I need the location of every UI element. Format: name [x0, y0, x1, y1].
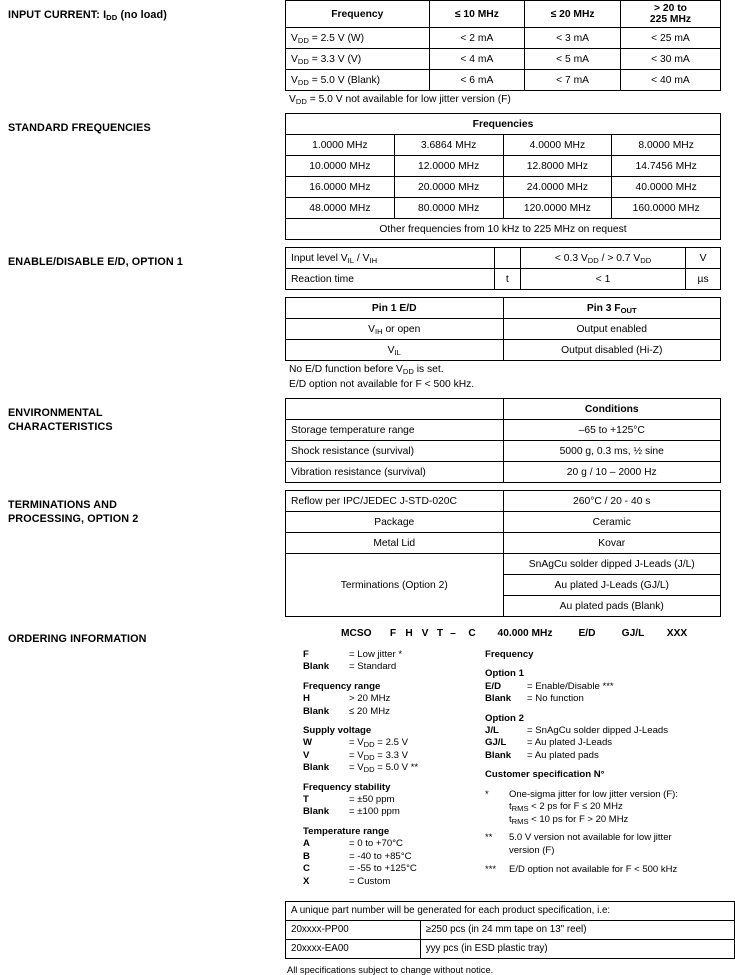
col-10mhz: ≤ 10 MHz — [429, 1, 525, 28]
table-row — [286, 920, 735, 939]
enable-disable-content — [285, 247, 735, 391]
table-row — [286, 939, 735, 958]
cell-freq: 12.8000 MHz — [503, 156, 612, 177]
code-gjl: GJ/L — [621, 628, 645, 639]
legend-item: Blank = Standard — [303, 661, 397, 673]
legend-group-option2 — [485, 713, 735, 763]
table-row — [286, 533, 721, 554]
code-frequency: 40.000 MHz — [497, 628, 553, 639]
cell-freq: 4.0000 MHz — [503, 135, 612, 156]
cell-value: < 3 mA — [525, 28, 621, 49]
cell-freq: 3.6864 MHz — [394, 135, 503, 156]
table-row — [286, 177, 721, 198]
enable-disable-pins-table — [285, 297, 721, 361]
legend-group-temperature-range — [303, 826, 485, 888]
cell-value: < 6 mA — [429, 70, 525, 91]
table-row — [286, 135, 721, 156]
ordering-code — [285, 628, 735, 639]
cell-part-number: 20xxxx-PP00 — [286, 920, 421, 939]
legend-title: Frequency — [485, 649, 534, 660]
cell-termination-value: SnAgCu solder dipped J-Leads (J/L) — [503, 554, 721, 575]
ordering-legend-right — [485, 649, 735, 895]
code-dash: – — [450, 628, 456, 639]
table-row — [286, 491, 721, 512]
cell-freq: 14.7456 MHz — [612, 156, 721, 177]
environmental-table — [285, 398, 721, 483]
cell-freq: 120.0000 MHz — [503, 198, 612, 219]
section-enable-disable — [0, 247, 735, 391]
table-row — [286, 441, 721, 462]
col-blank — [286, 399, 504, 420]
code-xxx: XXX — [666, 628, 688, 639]
footnote-2: ** 5.0 V version not available for low jitter version (F) — [485, 832, 672, 857]
table-row — [286, 49, 721, 70]
table-header-row — [286, 399, 721, 420]
table-row — [286, 554, 721, 575]
cell-value: Ceramic — [503, 512, 721, 533]
col-225mhz: > 20 to 225 MHz — [620, 1, 720, 28]
legend-title: Option 1 — [485, 668, 524, 680]
cell-value: Kovar — [503, 533, 721, 554]
table-header-row — [286, 901, 735, 920]
cell-packaging: ≥250 pcs (in 24 mm tape on 13" reel) — [420, 920, 734, 939]
disclaimer-text: All specifications subject to change without notice. — [287, 964, 494, 975]
legend-item: Blank = No function — [485, 693, 584, 705]
legend-item: Blank = Au plated pads — [485, 749, 599, 761]
legend-group-frequency — [485, 649, 735, 661]
code-c: C — [468, 628, 476, 639]
table-row — [286, 219, 721, 240]
code-h: H — [405, 628, 413, 639]
part-number-table — [285, 901, 735, 959]
enable-disable-levels-table — [285, 247, 721, 290]
environmental-content — [285, 398, 735, 483]
legend-title: Supply voltage — [303, 725, 372, 737]
section-terminations — [0, 490, 735, 617]
legend-group-option1 — [485, 668, 735, 705]
col-frequency: Frequency — [286, 1, 430, 28]
legend-item: J/L = SnAgCu solder dipped J-Leads — [485, 725, 669, 737]
cell-value: < 0.3 $V_{DD}$ / > 0.7 $V_{DD}$ — [520, 248, 685, 269]
legend-title: Frequency stability — [303, 781, 391, 793]
cell-reaction-time: Reaction time — [286, 269, 495, 290]
cell-value: 5000 g, 0.3 ms, ½ sine — [503, 441, 721, 462]
input-current-label-sub: DD — [106, 13, 118, 22]
input-current-label-text2: (no load) — [117, 9, 167, 21]
legend-item: H > 20 MHz — [303, 693, 391, 705]
environmental-label-line1: ENVIRONMENTAL — [8, 407, 103, 419]
cell-output-enabled: Output enabled — [503, 319, 721, 340]
col-20mhz: ≤ 20 MHz — [525, 1, 621, 28]
cell-freq: 24.0000 MHz — [503, 177, 612, 198]
standard-frequencies-table — [285, 113, 721, 240]
cell-vih-open: $V_{IH}$ or open — [286, 319, 504, 340]
input-current-content — [285, 0, 735, 106]
ordering-footnotes — [485, 789, 735, 877]
cell-unit: V — [686, 248, 721, 269]
legend-title: Temperature range — [303, 825, 390, 837]
legend-item: Blank ≤ 20 MHz — [303, 705, 390, 717]
ordering-content — [285, 628, 735, 975]
cell-vdd-50: $V_{DD} = 5.0$ V (Blank) — [286, 70, 430, 91]
legend-group-frequency-range — [303, 681, 485, 718]
environmental-label — [0, 398, 285, 483]
terminations-content — [285, 490, 735, 617]
code-t: T — [436, 628, 444, 639]
cell-value: < 1 — [520, 269, 685, 290]
environmental-label-line2: CHARACTERISTICS — [8, 421, 113, 433]
cell-unit: µs — [686, 269, 721, 290]
legend-group-supply-voltage — [303, 725, 485, 775]
code-ed: E/D — [578, 628, 596, 639]
cell-freq: 160.0000 MHz — [612, 198, 721, 219]
legend-item: A = 0 to +70°C — [303, 838, 403, 850]
ordering-legend — [285, 649, 735, 895]
table-row — [286, 512, 721, 533]
table-row — [286, 269, 721, 290]
cell-value: –65 to +125°C — [503, 420, 721, 441]
code-mcso: MCSO — [341, 628, 372, 639]
legend-item: B = -40 to +85°C — [303, 850, 412, 862]
table-row — [286, 420, 721, 441]
enable-disable-note-2: E/D option not available for F < 500 kHz. — [289, 379, 475, 390]
legend-group-jitter — [303, 649, 485, 674]
enable-disable-label: ENABLE/DISABLE E/D, OPTION 1 — [8, 256, 183, 268]
table-row — [286, 156, 721, 177]
table-row — [286, 319, 721, 340]
legend-item: Blank = ±100 ppm — [303, 806, 400, 818]
cell-freq: 12.0000 MHz — [394, 156, 503, 177]
input-current-label — [0, 0, 285, 106]
terminations-label-line1: TERMINATIONS AND — [8, 499, 117, 511]
cell-freq: 16.0000 MHz — [286, 177, 395, 198]
cell-symbol — [494, 248, 520, 269]
legend-title: Customer specification N° — [485, 769, 605, 781]
ordering-legend-left — [285, 649, 485, 895]
code-v: V — [421, 628, 429, 639]
legend-group-frequency-stability — [303, 782, 485, 819]
cell-package: Package — [286, 512, 504, 533]
cell-value: < 4 mA — [429, 49, 525, 70]
cell-freq: 10.0000 MHz — [286, 156, 395, 177]
cell-value: < 5 mA — [525, 49, 621, 70]
cell-freq: 48.0000 MHz — [286, 198, 395, 219]
legend-title: Option 2 — [485, 712, 524, 724]
cell-reflow: Reflow per IPC/JEDEC J-STD-020C — [286, 491, 504, 512]
cell-value: < 2 mA — [429, 28, 525, 49]
section-environmental — [0, 398, 735, 483]
section-input-current — [0, 0, 735, 106]
table-row — [286, 70, 721, 91]
table-row — [286, 340, 721, 361]
cell-freq: 20.0000 MHz — [394, 177, 503, 198]
cell-param: Vibration resistance (survival) — [286, 462, 504, 483]
table-header-row — [286, 1, 721, 28]
cell-other-frequencies: Other frequencies from 10 kHz to 225 MHz on request — [286, 219, 721, 240]
ordering-label: ORDERING INFORMATION — [8, 633, 147, 645]
cell-freq: 1.0000 MHz — [286, 135, 395, 156]
col-pin1-ed: Pin 1 E/D — [286, 298, 504, 319]
cell-value: < 7 mA — [525, 70, 621, 91]
terminations-label — [0, 490, 285, 617]
col-pin3-fout: Pin 3 $F_{OUT}$ — [503, 298, 721, 319]
legend-item: F = Low jitter * — [303, 649, 403, 660]
enable-disable-note-1: No E/D function before $V_{DD}$ is set. — [289, 364, 444, 376]
cell-vdd-25: $V_{DD} = 2.5$ V (W) — [286, 28, 430, 49]
cell-freq: 80.0000 MHz — [394, 198, 503, 219]
cell-value: < 30 mA — [620, 49, 720, 70]
code-f: F — [389, 628, 397, 639]
cell-value: < 25 mA — [620, 28, 720, 49]
section-standard-frequencies — [0, 113, 735, 240]
legend-item: Blank = $V_{DD} = 5.0$ V ** — [303, 762, 419, 775]
legend-item: $V = V_{DD} = 3.3$ V — [303, 749, 408, 762]
legend-group-customer-spec — [485, 769, 735, 781]
input-current-table — [285, 0, 721, 91]
legend-item: X = Custom — [303, 875, 391, 887]
cell-vdd-33: $V_{DD} = 3.3$ V (V) — [286, 49, 430, 70]
cell-output-disabled: Output disabled (Hi-Z) — [503, 340, 721, 361]
cell-param: Shock resistance (survival) — [286, 441, 504, 462]
cell-metal-lid: Metal Lid — [286, 533, 504, 554]
legend-item: GJ/L = Au plated J-Leads — [485, 737, 613, 749]
legend-title: Frequency range — [303, 680, 381, 692]
legend-item: T = ±50 ppm — [303, 794, 395, 806]
cell-packaging: yyy pcs (in ESD plastic tray) — [420, 939, 734, 958]
cell-input-level: Input level $V_{IL} / V_{IH}$ — [286, 248, 495, 269]
cell-terminations-option2: Terminations (Option 2) — [286, 554, 504, 617]
terminations-table — [285, 490, 721, 617]
footnote-1: * One-sigma jitter for low jitter version (F): $t_{RMS} < 2$ ps for F ≤ 20 MHz $t_{RMS} < 10$ ps for F > 20 MHz — [485, 788, 678, 826]
legend-item: E/D = Enable/Disable *** — [485, 680, 614, 692]
cell-part-number: 20xxxx-EA00 — [286, 939, 421, 958]
table-row — [286, 198, 721, 219]
table-row — [286, 28, 721, 49]
standard-frequencies-label: STANDARD FREQUENCIES — [8, 122, 151, 134]
input-current-label-text: INPUT CURRENT: I — [8, 9, 107, 21]
table-row — [286, 248, 721, 269]
col-conditions: Conditions — [503, 399, 721, 420]
cell-symbol: t — [494, 269, 520, 290]
section-ordering-information — [0, 624, 735, 975]
table-header-row — [286, 114, 721, 135]
cell-param: Storage temperature range — [286, 420, 504, 441]
cell-value: < 40 mA — [620, 70, 720, 91]
cell-freq: 8.0000 MHz — [612, 135, 721, 156]
cell-termination-value: Au plated J-Leads (GJ/L) — [503, 575, 721, 596]
cell-termination-value: Au plated pads (Blank) — [503, 596, 721, 617]
terminations-label-line2: PROCESSING, OPTION 2 — [8, 513, 139, 525]
cell-freq: 40.0000 MHz — [612, 177, 721, 198]
col-frequencies: Frequencies — [286, 114, 721, 135]
table-header-row — [286, 298, 721, 319]
cell-value: 20 g / 10 – 2000 Hz — [503, 462, 721, 483]
standard-frequencies-content — [285, 113, 735, 240]
cell-value: 260°C / 20 - 40 s — [503, 491, 721, 512]
legend-item: C = -55 to +125°C — [303, 863, 417, 875]
legend-item: $W = V_{DD} = 2.5$ V — [303, 737, 408, 750]
input-current-note: $V_{DD} = 5.0$ V not available for low jitter version (F) — [289, 94, 511, 106]
cell-part-number-header: A unique part number will be generated for each product specification, i.e: — [286, 901, 735, 920]
cell-vil: $V_{IL}$ — [286, 340, 504, 361]
table-row — [286, 462, 721, 483]
footnote-3: *** E/D option not available for F < 500 kHz — [485, 863, 678, 875]
